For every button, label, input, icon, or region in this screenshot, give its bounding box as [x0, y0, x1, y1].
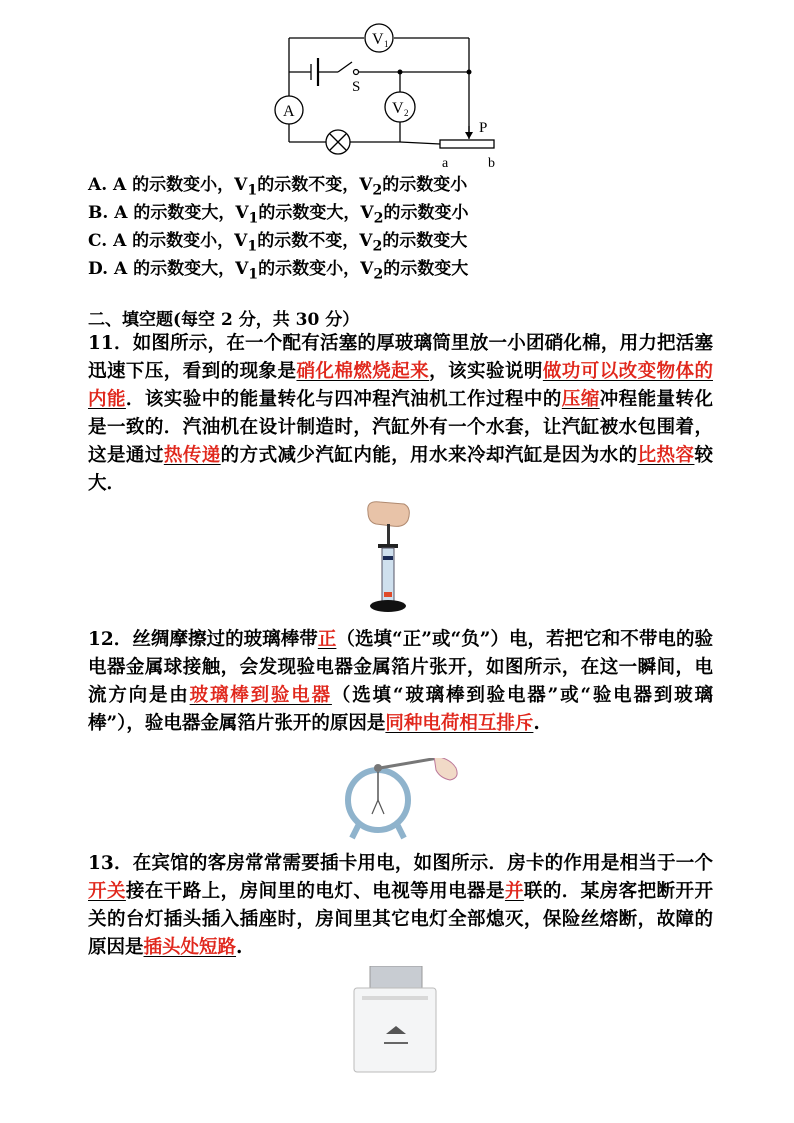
- junction-dot: [467, 70, 472, 75]
- voltmeter-v1: [365, 24, 393, 52]
- answer-blank: 玻璃棒到验电器: [189, 685, 332, 706]
- option-b: B. A 的示数变大，$V_1$的示数变大，$V_2$的示数变小: [88, 203, 469, 227]
- answer-blank: 同种电荷相互排斥: [385, 713, 534, 734]
- rheostat-end-b: b: [488, 156, 495, 171]
- svg-text:V: V: [392, 100, 404, 117]
- switch-contact: [354, 70, 359, 75]
- answer-blank: 正: [317, 629, 337, 650]
- option-d: D. A 的示数变大，$V_1$的示数变小，$V_2$的示数变大: [88, 259, 469, 283]
- room-card-switch-figure: [352, 966, 438, 1074]
- circuit-diagram: [268, 22, 508, 172]
- piston-cylinder-figure: [358, 498, 418, 618]
- switch-label: S: [352, 79, 361, 95]
- voltmeter-v2: [385, 92, 415, 122]
- answer-blank: 开关: [88, 881, 126, 902]
- junction-dot: [398, 70, 403, 75]
- answer-blank: 热传递: [163, 445, 221, 466]
- svg-text:A: A: [283, 103, 295, 120]
- answer-blank: 压缩: [561, 389, 600, 410]
- svg-text:1: 1: [384, 39, 389, 49]
- question-13: 13．在宾馆的客房常常需要插卡用电，如图所示．房卡的作用是相当于一个开关接在干路上，房间里的电灯、电视等用电器是并联的．某房客把断开开关的台灯插头插入插座时，房间里其它电灯全部熄灭，保险丝熔断，故障的原因是插头处短路.: [88, 853, 713, 958]
- answer-blank: 并: [504, 881, 524, 902]
- section-title: 二、填空题(每空 2 分，共 30 分）: [88, 310, 360, 330]
- slider-label: P: [479, 120, 488, 136]
- svg-text:V: V: [372, 31, 384, 48]
- answer-blank: 插头处短路: [143, 937, 237, 958]
- slider-arrow: [465, 132, 473, 139]
- rheostat-end-a: a: [442, 156, 449, 171]
- ammeter: [275, 96, 303, 124]
- option-c: C. A 的示数变小，$V_1$的示数不变，$V_2$的示数变大: [88, 231, 468, 255]
- option-a: A. A 的示数变小，$V_1$的示数不变，$V_2$的示数变小: [88, 175, 468, 199]
- lamp-icon: [326, 130, 350, 154]
- answer-blank: 做功可以改变物体的内能: [88, 361, 713, 410]
- answer-blank: 比热容: [637, 445, 695, 466]
- svg-text:2: 2: [404, 108, 409, 118]
- question-12: 12．丝绸摩擦过的玻璃棒带正（选填“正”或“负”）电，若把它和不带电的验电器金属球接触，会发现验电器金属箔片张开，如图所示，在这一瞬间，电流方向是由玻璃棒到验电器（选填“玻璃棒到验电器”或“验电器到玻璃棒”），验电器金属箔片张开的原因是同种电荷相互排斥.: [88, 629, 713, 734]
- answer-blank: 硝化棉燃烧起来: [296, 361, 430, 382]
- electroscope-figure: [338, 758, 466, 842]
- question-11: 11．如图所示，在一个配有活塞的厚玻璃筒里放一小团硝化棉，用力把活塞迅速下压，看到的现象是硝化棉燃烧起来，该实验说明做功可以改变物体的内能．该实验中的能量转化与四冲程汽油机工作过程中的压缩冲程能量转化是一致的．汽油机在设计制造时，汽缸外有一个水套，让汽缸被水包围着，这是通过热传递的方式减少汽缸内能，用水来冷却汽缸是因为水的比热容较大．: [88, 333, 713, 494]
